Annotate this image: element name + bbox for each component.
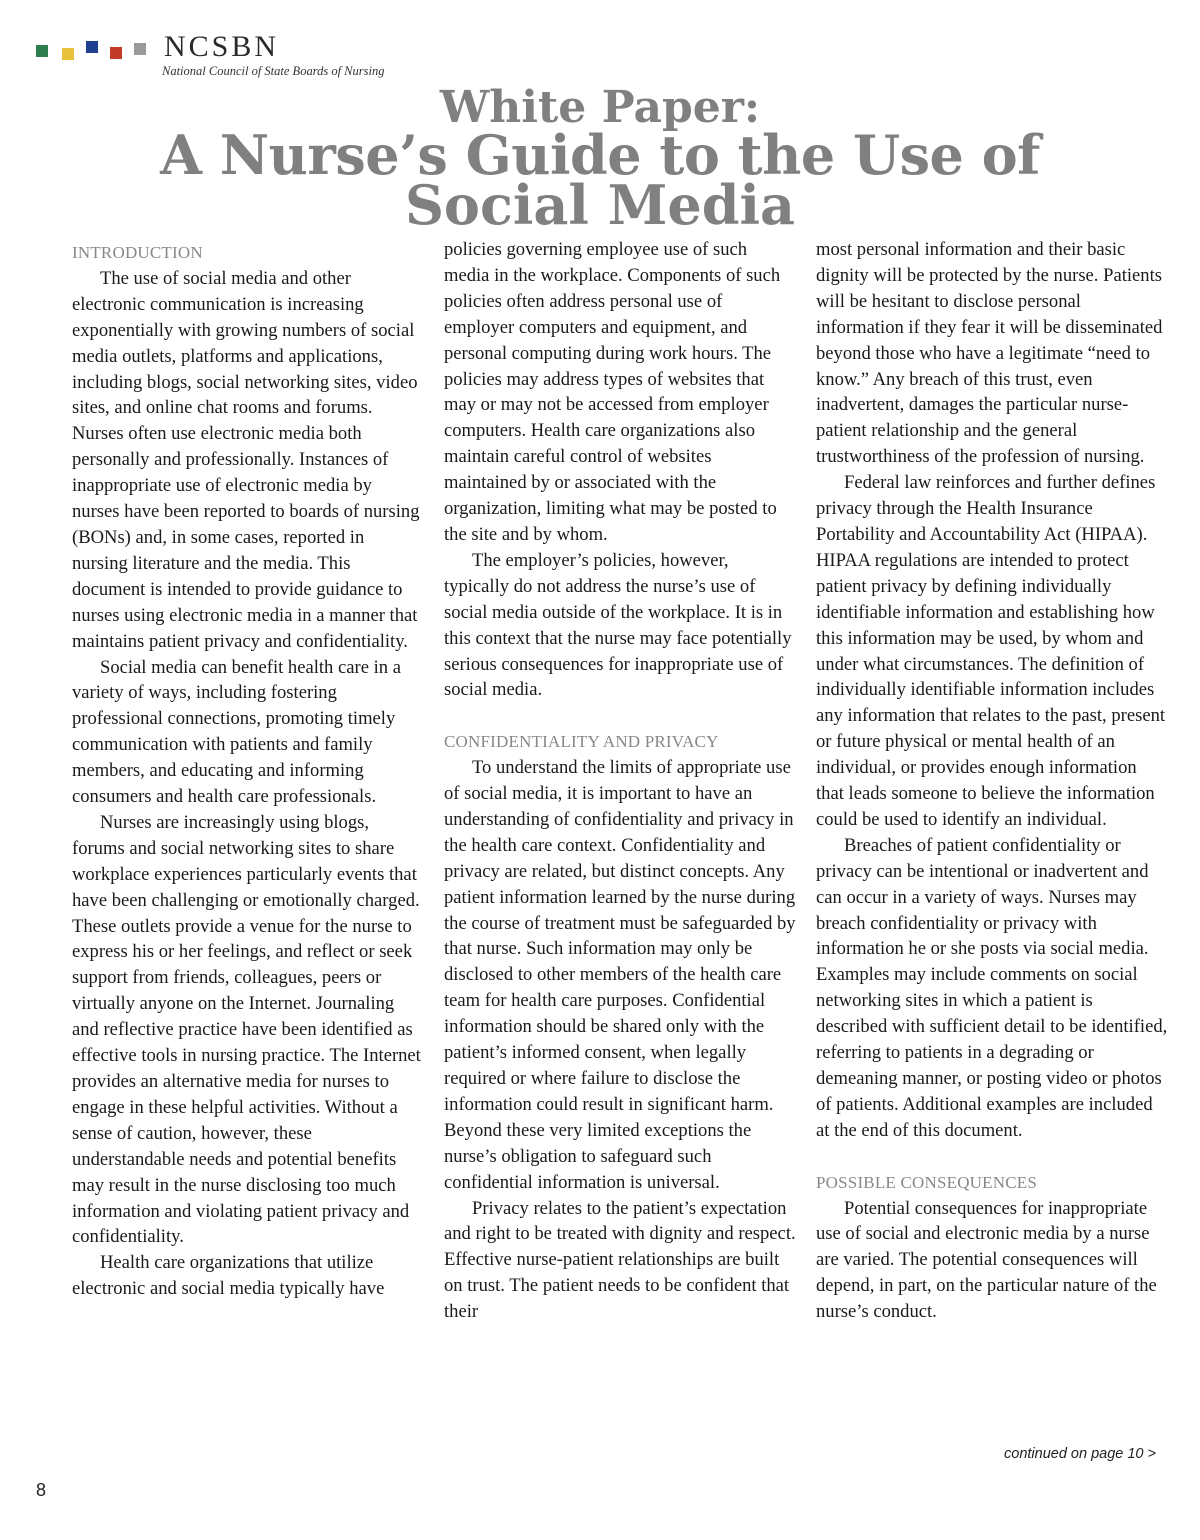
heading-possible-consequences: POSSIBLE CONSEQUENCES: [816, 1172, 1037, 1192]
paragraph: Privacy relates to the patient’s expectation and right to be treated with dignity and respect. Effective nurse-patient relationships are built on trust. The patient needs to be confident that their: [444, 1197, 796, 1323]
ncsbn-logo: [36, 30, 396, 84]
paragraph: Potential consequences for inappropriate use of social and electronic media by a nurse are varied. The potential consequences will depend, in part, on the particular nature of the nurse’s conduct.: [816, 1197, 1157, 1323]
column-3: [816, 237, 1168, 1325]
paragraph: Social media can benefit health care in a variety of ways, including fostering professional connections, promoting timely communication with patients and family members, and educating and informing consumers and health care professionals.: [72, 656, 401, 808]
paragraph: Federal law reinforces and further defines privacy through the Health Insurance Portability and Accountability Act (HIPAA). HIPAA regulations are intended to protect patient privacy by defining individually identifiable information and establishing how this information may be used, by whom and under what circumstances. The definition of individually identifiable information includes any information that relates to the past, present or future physical or mental health of an individual, or provides enough information that leads someone to believe the information could be used to identify an individual.: [816, 472, 1166, 830]
column-1: [72, 237, 424, 1302]
paragraph: Breaches of patient confidentiality or privacy can be intentional or inadvertent and can occur in a variety of ways. Nurses may breach confidentiality or privacy with information he or she posts via social media. Examples may include comments on social networking sites in which a patient is described with sufficient detail to be identified, referring to patients in a degrading or demeaning manner, or posting video or photos of patients. Additional examples are included at the end of this document.: [816, 834, 1168, 1141]
paragraph: Nurses are increasingly using blogs, forums and social networking sites to share workplace experiences particularly events that have been challenging or emotionally charged. These outlets provide a venue for the nurse to express his or her feelings, and reflect or seek support from friends, colleagues, peers or virtually anyone on the Internet. Journaling and reflective practice have been identified as effective tools in nursing practice. The Internet provides an alternative media for nurses to engage in these helpful activities. Without a sense of caution, however, these understandable needs and potential benefits may result in the nurse disclosing too much information and violating patient privacy and confidentiality.: [72, 811, 421, 1248]
logo-square-yellow: [62, 48, 74, 60]
heading-confidentiality-and-privacy: CONFIDENTIALITY AND PRIVACY: [444, 732, 719, 752]
continued-link[interactable]: continued on page 10 >: [1004, 1446, 1156, 1462]
paragraph: Health care organizations that utilize electronic and social media typically have: [72, 1252, 385, 1300]
paragraph: The use of social media and other electronic communication is increasing exponentially with growing numbers of social media outlets, platforms and applications, including blogs, social networking sites, video sites, and online chat rooms and forums. Nurses often use electronic media both personally and professionally. Instances of inappropriate use of electronic media by nurses have been reported to boards of nursing (BONs) and, in some cases, reported in nursing literature and the media. This document is intended to provide guidance to nurses using electronic media in a manner that maintains patient privacy and confidentiality.: [72, 267, 420, 652]
logo-square-blue: [86, 41, 98, 53]
column-2: [444, 237, 796, 1325]
title-line-1: White Paper:: [439, 82, 761, 133]
title-line-2: A Nurse’s Guide to the Use of: [160, 123, 1040, 187]
heading-introduction: INTRODUCTION: [72, 243, 203, 262]
page-title: [0, 82, 1200, 237]
paragraph: policies governing employee use of such media in the workplace. Components of such policies often address personal use of employer computers and equipment, and personal computing during work hours. The policies may address types of websites that may or may not be accessed from employer computers. Health care organizations also maintain careful control of websites maintained by or associated with the organization, limiting what may be posted to the site and by whom.: [444, 239, 781, 545]
logo-square-gray: [134, 43, 146, 55]
title-line-3: Social Media: [404, 173, 796, 237]
logo-square-green: [36, 45, 48, 57]
logo-subtitle: National Council of State Boards of Nursing: [162, 64, 385, 78]
logo-brand: NCSBN: [164, 30, 280, 63]
paragraph: The employer’s policies, however, typically do not address the nurse’s use of social media outside of the workplace. It is in this context that the nurse may face potentially serious consequences for inappropriate use of social media.: [444, 549, 792, 701]
logo-square-red: [110, 47, 122, 59]
paragraph: most personal information and their basic dignity will be protected by the nurse. Patients will be hesitant to disclose personal information if they fear it will be disseminated beyond those who have a legitimate “need to know.” Any breach of this trust, even inadvertent, damages the particular nurse-patient relationship and the general trustworthiness of the profession of nursing.: [816, 239, 1163, 468]
page-number: 8: [36, 1480, 47, 1500]
paragraph: To understand the limits of appropriate use of social media, it is important to have an understanding of confidentiality and privacy in the health care context. Confidentiality and privacy are related, but distinct concepts. Any patient information learned by the nurse during the course of treatment must be safeguarded by that nurse. Such information may only be disclosed to other members of the health care team for health care purposes. Confidential information should be shared only with the patient’s informed consent, when legally required or where failure to disclose the information could result in significant harm. Beyond these very limited exceptions the nurse’s obligation to safeguard such confidential information is universal.: [444, 757, 796, 1193]
